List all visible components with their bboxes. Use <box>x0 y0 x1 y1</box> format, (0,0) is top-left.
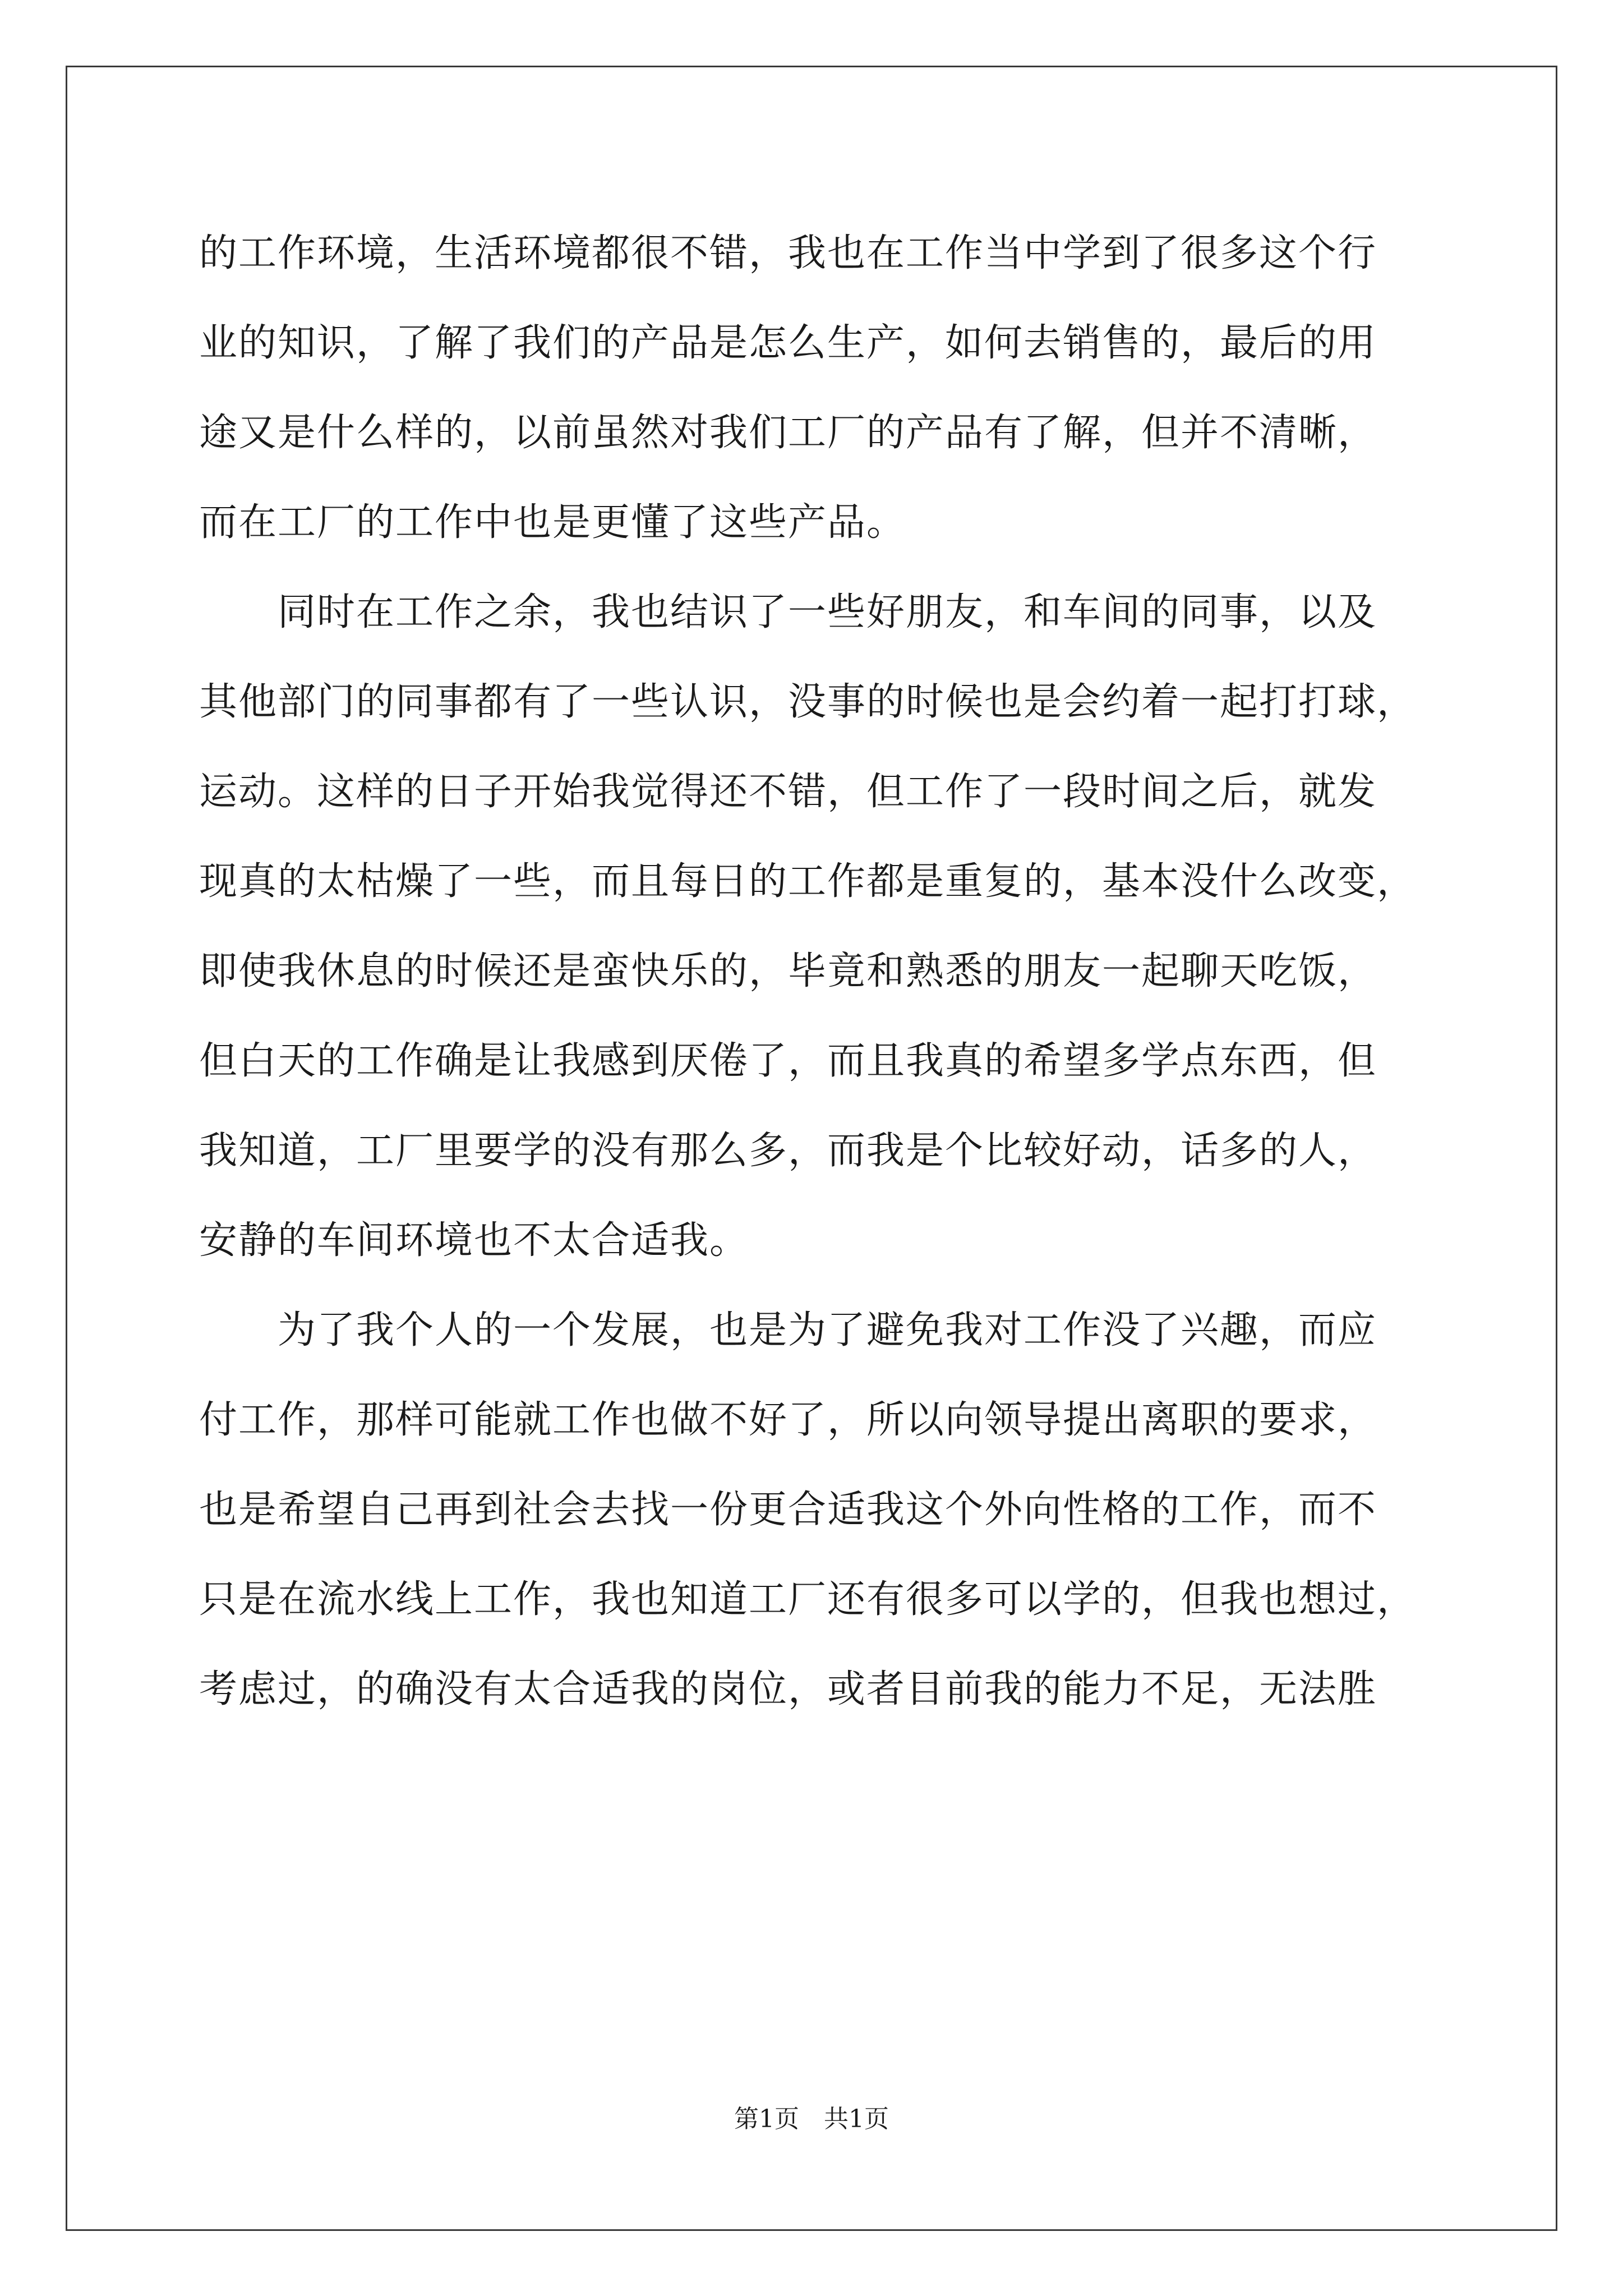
text-line: 即使我休息的时候还是蛮快乐的，毕竟和熟悉的朋友一起聊天吃饭， <box>199 949 1377 993</box>
text-line: 但白天的工作确是让我感到厌倦了，而且我真的希望多学点东西，但 <box>199 1039 1377 1083</box>
page-number-footer: 第1页 共1页 <box>734 2105 889 2133</box>
text-line: 业的知识，了解了我们的产品是怎么生产，如何去销售的，最后的用 <box>199 321 1377 365</box>
text-line: 途又是什么样的，以前虽然对我们工厂的产品有了解，但并不清晰， <box>199 411 1377 455</box>
text-line: 付工作，那样可能就工作也做不好了，所以向领导提出离职的要求， <box>199 1398 1377 1442</box>
text-line: 考虑过，的确没有太合适我的岗位，或者目前我的能力不足，无法胜 <box>199 1667 1377 1711</box>
text-line: 而在工厂的工作中也是更懂了这些产品。 <box>199 500 906 545</box>
document-body <box>199 209 1433 1734</box>
text-line: 安静的车间环境也不太合适我。 <box>199 1218 749 1263</box>
text-line: 同时在工作之余，我也结识了一些好朋友，和车间的同事，以及 <box>199 590 1377 634</box>
text-line: 的工作环境，生活环境都很不错，我也在工作当中学到了很多这个行 <box>199 231 1377 275</box>
text-line: 也是希望自己再到社会去找一份更合适我这个外向性格的工作，而不 <box>199 1488 1377 1532</box>
text-line: 只是在流水线上工作，我也知道工厂还有很多可以学的，但我也想过， <box>199 1577 1417 1622</box>
text-line: 为了我个人的一个发展，也是为了避免我对工作没了兴趣，而应 <box>199 1308 1377 1352</box>
text-line: 我知道，工厂里要学的没有那么多，而我是个比较好动，话多的人， <box>199 1129 1377 1173</box>
text-line: 现真的太枯燥了一些，而且每日的工作都是重复的，基本没什么改变， <box>199 859 1417 904</box>
text-line: 其他部门的同事都有了一些认识，没事的时候也是会约着一起打打球， <box>199 680 1417 724</box>
text-line: 运动。这样的日子开始我觉得还不错，但工作了一段时间之后，就发 <box>199 770 1377 814</box>
